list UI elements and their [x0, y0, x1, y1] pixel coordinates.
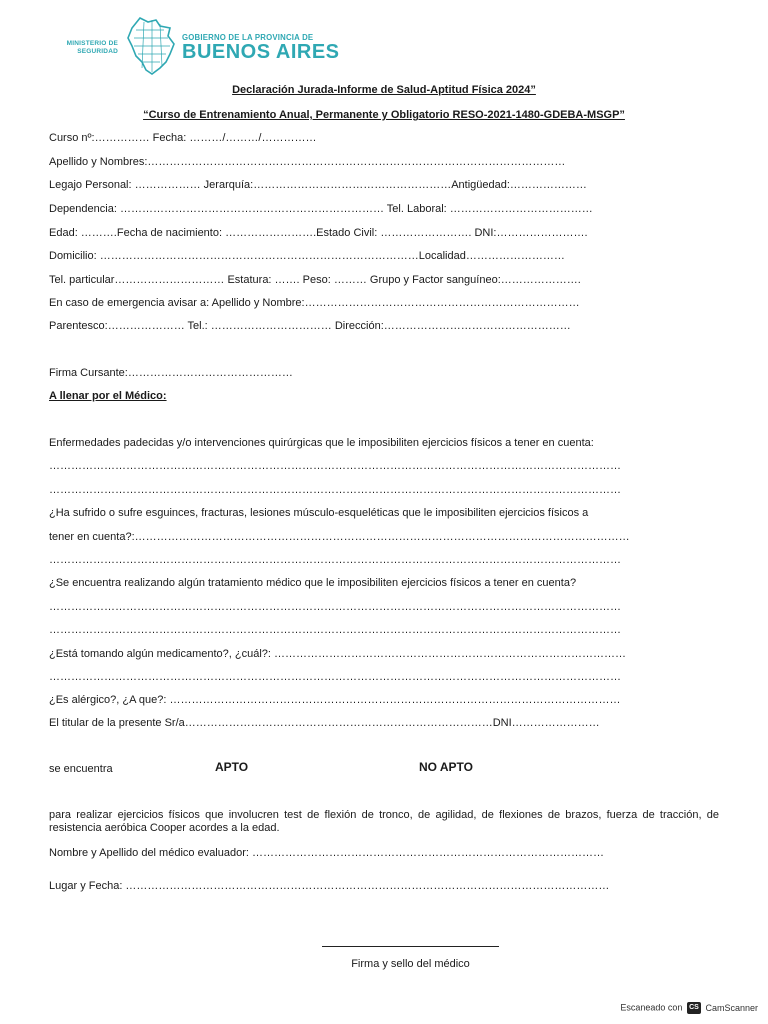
- field-parentesco[interactable]: Parentesco:………………… Tel.: …………………………… Dirección:……………………………………………: [49, 320, 571, 332]
- field-firma-cursante[interactable]: Firma Cursante:………………………………………: [49, 367, 293, 379]
- answer-line[interactable]: …………………………………………………………………………………………………………………………………………: [49, 624, 621, 636]
- field-apellido-nombres[interactable]: Apellido y Nombres:……………………………………………………………………………………………………: [49, 156, 566, 168]
- question-tratamiento: ¿Se encuentra realizando algún tratamiento médico que le imposibiliten ejercicios físicos a tener en cuenta?: [49, 577, 577, 589]
- scanner-prefix: Escaneado con: [620, 1002, 683, 1013]
- camscanner-icon: CS: [687, 1002, 701, 1014]
- field-curso-fecha[interactable]: Curso nº:…………… Fecha: ………/………/……………: [49, 132, 317, 144]
- field-lugar-fecha[interactable]: Lugar y Fecha: ……………………………………………………………………………………………………………………: [49, 880, 610, 892]
- se-encuentra-label: se encuentra: [49, 763, 113, 775]
- ministry-name: MINISTERIO DE SEGURIDAD: [66, 40, 118, 55]
- field-edad-nacimiento[interactable]: Edad: ……….Fecha de nacimiento: …………………….Estado Civil: ……………………. DNI:…………………….: [49, 227, 588, 239]
- field-legajo-jerarquia[interactable]: Legajo Personal: ……………… Jerarquía:………………………………………………Antigüedad:…………………: [49, 179, 587, 191]
- field-dependencia[interactable]: Dependencia: ……………………………………………………………… Tel. Laboral: …………………………………: [49, 203, 593, 215]
- apto-option[interactable]: APTO: [215, 760, 249, 774]
- para-realizar-text: para realizar ejercicios físicos que involucren test de flexión de tronco, de agilidad, de flexiones de brazos, fuerza de tracción, de resistencia aeróbica Cooper acordes a la edad.: [49, 809, 719, 834]
- answer-line[interactable]: …………………………………………………………………………………………………………………………………………: [49, 554, 621, 566]
- signature-line: [322, 946, 499, 947]
- question-enfermedades: Enfermedades padecidas y/o intervenciones quirúrgicas que le imposibiliten ejercicios físicos a tener en cuenta:: [49, 437, 594, 449]
- answer-line[interactable]: …………………………………………………………………………………………………………………………………………: [49, 671, 621, 683]
- medico-heading: A llenar por el Médico:: [49, 390, 167, 402]
- answer-line[interactable]: …………………………………………………………………………………………………………………………………………: [49, 484, 621, 496]
- gov-name: BUENOS AIRES: [182, 41, 340, 63]
- field-telefono-estatura[interactable]: Tel. particular………………………… Estatura: ……. Peso: ……… Grupo y Factor sanguíneo:………………….: [49, 274, 581, 286]
- province-map-icon: [126, 16, 176, 76]
- course-title: “Curso de Entrenamiento Anual, Permanente y Obligatorio RESO-2021-1480-GDEBA-MSGP”: [143, 109, 625, 121]
- form-title: Declaración Jurada-Informe de Salud-Aptitud Física 2024”: [232, 84, 536, 96]
- gov-line: GOBIERNO DE LA PROVINCIA DE: [182, 33, 314, 42]
- field-nombre-medico[interactable]: Nombre y Apellido del médico evaluador: ……………………………………………………………………………………: [49, 847, 605, 859]
- question-medicamento[interactable]: ¿Está tomando algún medicamento?, ¿cuál?: ……………………………………………………………………………………: [49, 648, 627, 660]
- field-titular[interactable]: El titular de la presente Sr/a…………………………………………………………………………DNI……………………: [49, 717, 600, 729]
- field-domicilio[interactable]: Domicilio: ……………………………………………………………………………Localidad………………………: [49, 250, 565, 262]
- question-alergico[interactable]: ¿Es alérgico?, ¿A que?: ……………………………………………………………………………………………………………: [49, 694, 621, 706]
- no-apto-option[interactable]: NO APTO: [419, 760, 474, 774]
- question-lesiones: ¿Ha sufrido o sufre esguinces, fracturas, lesiones músculo-esqueléticas que le imposibiliten ejercicios físicos a: [49, 507, 589, 519]
- scanner-app: CamScanner: [705, 1002, 758, 1013]
- answer-line[interactable]: …………………………………………………………………………………………………………………………………………: [49, 460, 621, 472]
- answer-line[interactable]: tener en cuenta?:………………………………………………………………………………………………………………………: [49, 531, 630, 543]
- answer-line[interactable]: …………………………………………………………………………………………………………………………………………: [49, 601, 621, 613]
- field-emergencia[interactable]: En caso de emergencia avisar a: Apellido y Nombre:…………………………………………………………………: [49, 297, 580, 309]
- scanner-watermark: [620, 1002, 758, 1014]
- firma-medico-label: Firma y sello del médico: [351, 958, 470, 970]
